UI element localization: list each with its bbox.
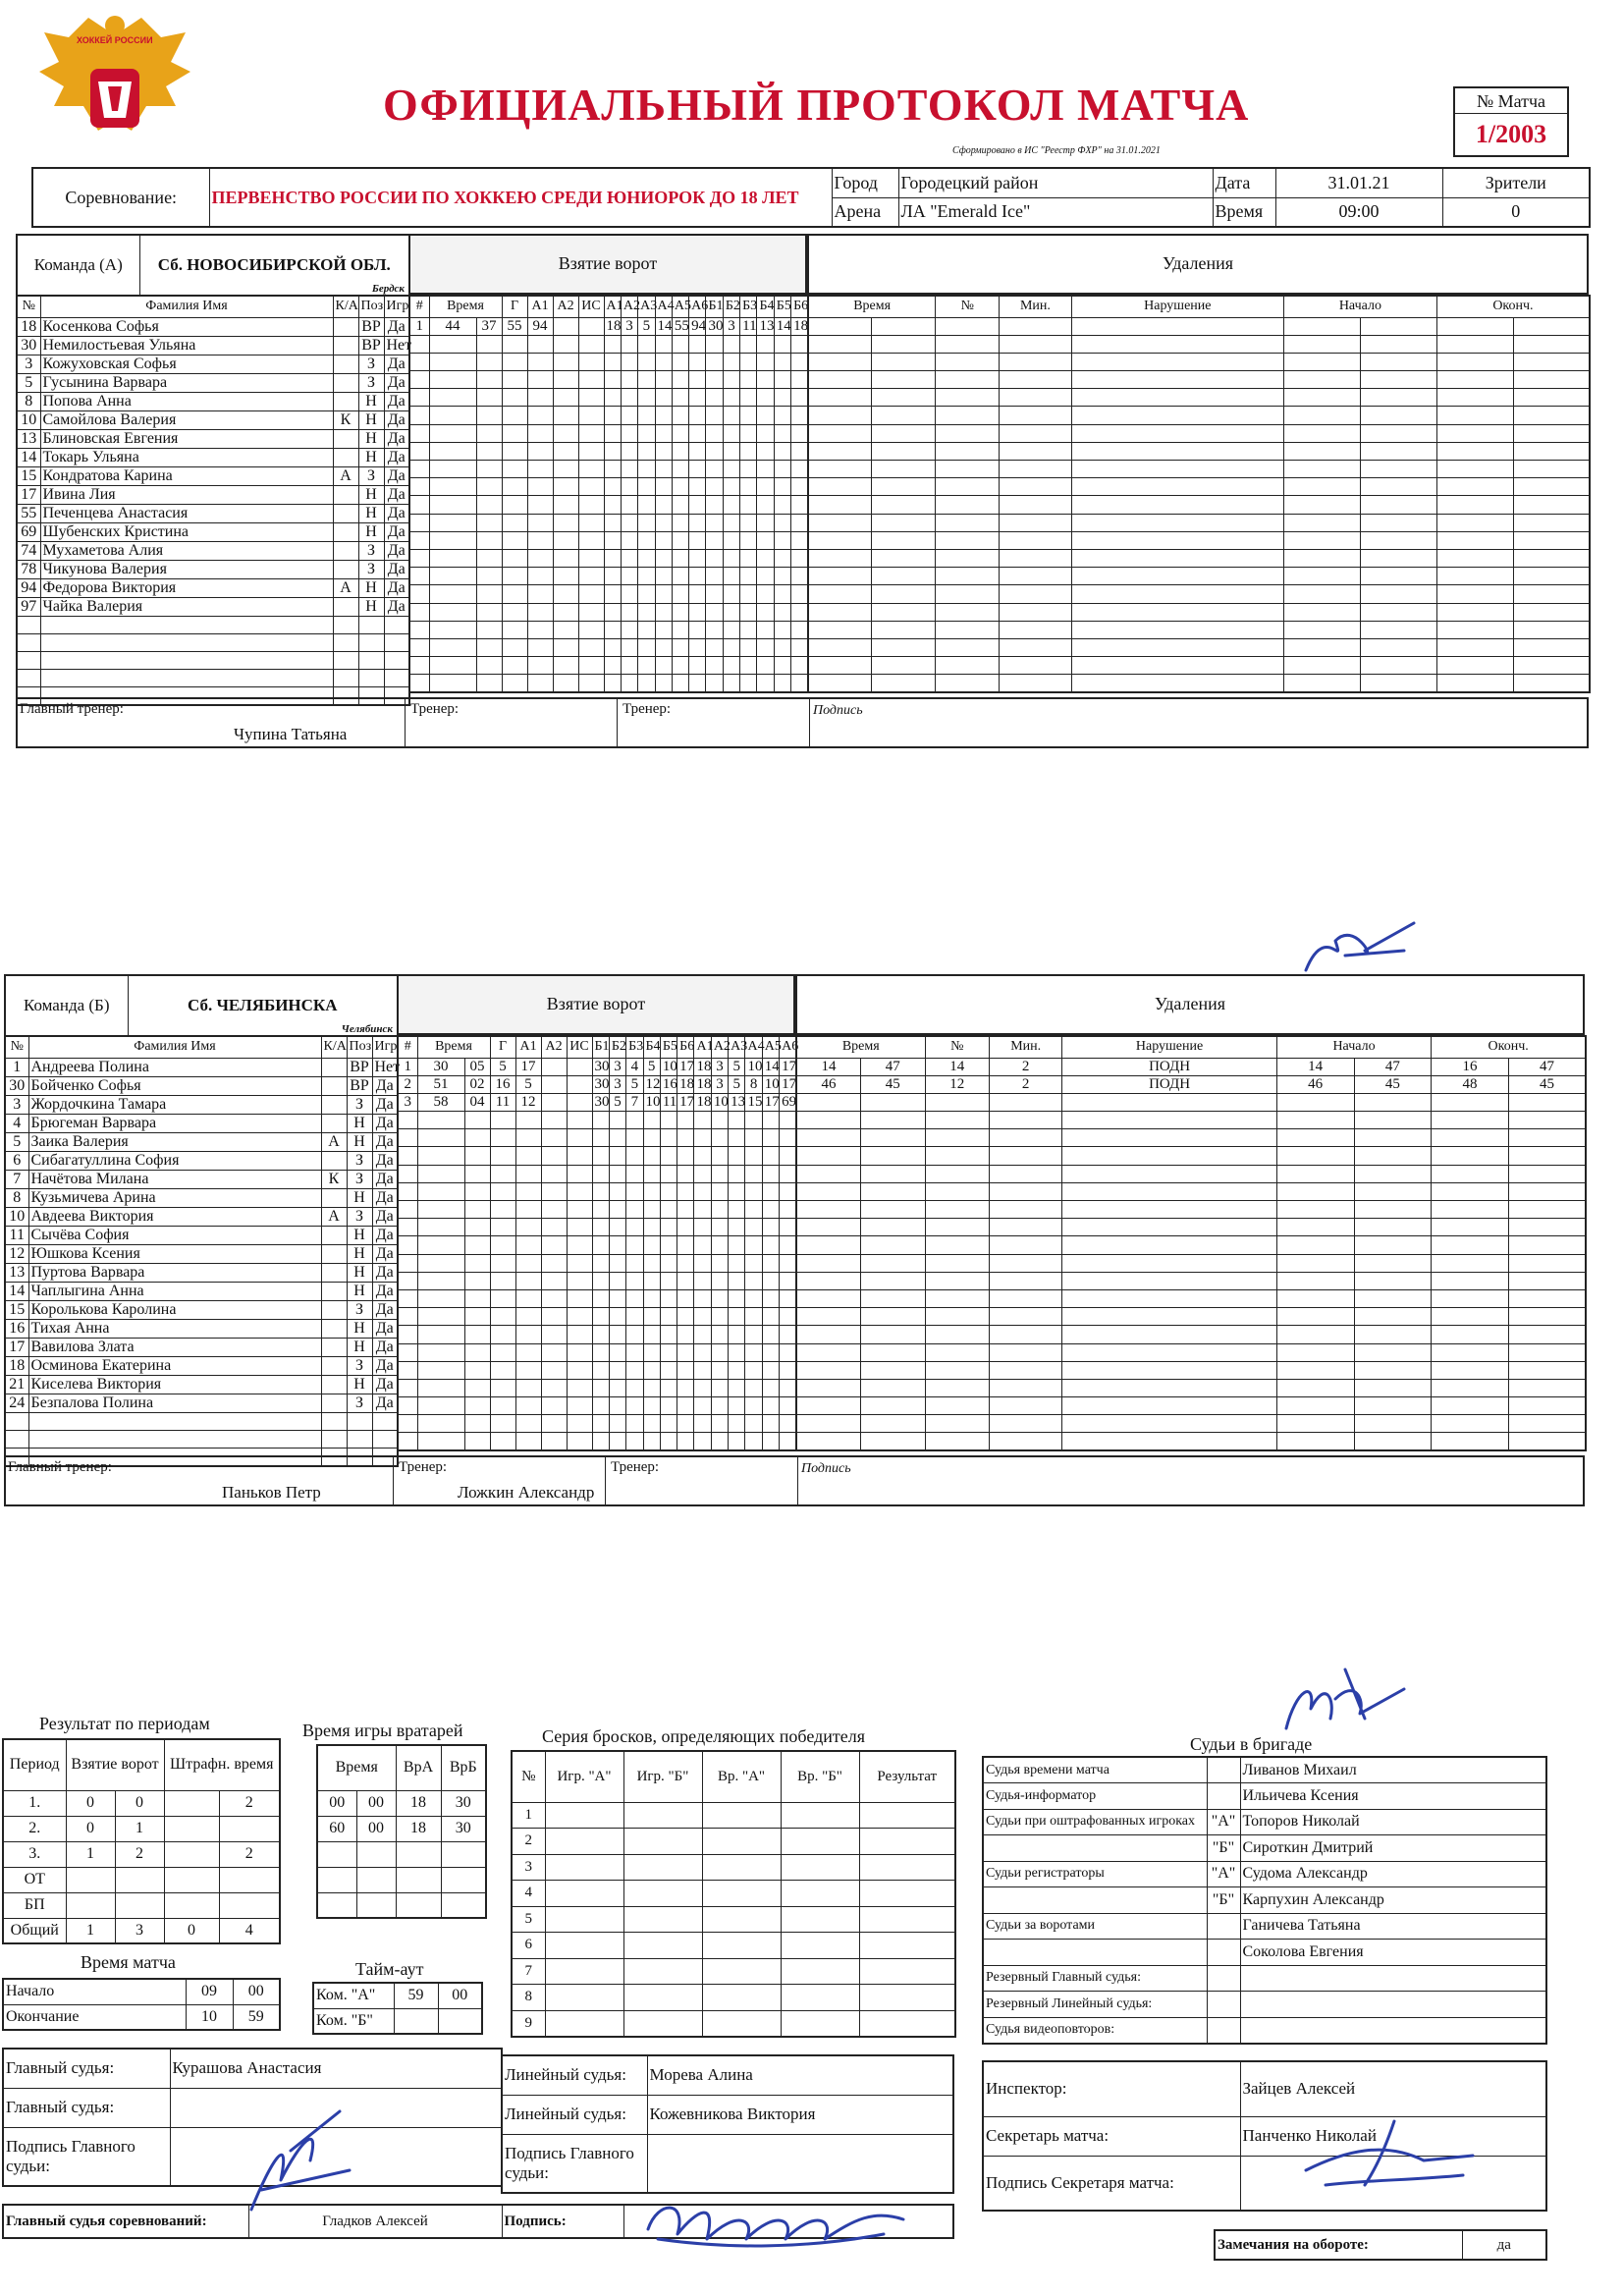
end-h: 10 (186, 2004, 233, 2030)
goal-row (398, 1147, 796, 1165)
player-row (17, 616, 409, 633)
timeout-a-s: 00 (438, 1983, 482, 2008)
comp-sign-label: Подпись: (502, 2205, 623, 2238)
shootout-row: 4 (512, 1881, 955, 1907)
ref-row: "Б" Карпухин Александр (983, 1887, 1546, 1914)
player-row: 3 Кожуховская Софья З Да (17, 355, 409, 373)
player-row: 10 Авдеева Виктория А З Да (5, 1207, 398, 1226)
ref-row: "Б" Сироткин Дмитрий (983, 1835, 1546, 1862)
date: 31.01.21 (1275, 168, 1442, 197)
goal-row (398, 1201, 796, 1219)
chief-1: Курашова Анастасия (170, 2049, 502, 2088)
subtitle: Сформировано в ИС "Реестр ФХР" на 31.01.2021 (952, 145, 1161, 156)
goalie-title: Время игры вратарей (302, 1721, 463, 1740)
pen-title: Удаления (807, 234, 1589, 295)
secretary-label: Секретарь матча: (983, 2116, 1240, 2156)
player-row: 10 Самойлова Валерия К Н Да (17, 410, 409, 429)
goal-row (409, 568, 808, 585)
player-row: 18 Косенкова Софья ВР Да (17, 317, 409, 336)
goalie-row (317, 1841, 486, 1867)
time-label: Время (1213, 197, 1275, 227)
goal-row (409, 353, 808, 370)
shootout-row: 6 (512, 1933, 955, 1959)
goal-row (398, 1343, 796, 1361)
penalty-row: 46 45 12 2 ПОДН 46 45 48 45 (796, 1075, 1586, 1093)
goal-row (398, 1397, 796, 1415)
goal-row (409, 371, 808, 389)
trainer: Ложкин Александр (458, 1483, 595, 1503)
period-pen-header: Штрафн. время (164, 1739, 280, 1790)
line-label-2: Линейный судья: (502, 2095, 647, 2134)
player-row: 13 Пуртова Варвара Н Да (5, 1263, 398, 1282)
roster-table: № Фамилия Имя К/А Поз Игр 1 Андреева Полина ВР Нет 30 Бойченко Софья ВР Да 3 Жордочкина Тамара З Да 4 Брюгеман Варвара Н Да 5 Заика Валерия А Н Да 6 Сибагатуллина София З Да 7 Начётова Милана К З Да 8 Кузьмичева Арина Н Да 10 Авдеева Виктория А З Да 11 Сычёва София Н Да 12 Юшкова Ксения Н Да 13 Пуртова Варвара Н Да 14 Чаплыгина Анна Н Да 15 Королькова Каролина З Да 16 Тихая Анна Н Да 17 Вавилова Злата Н Да 18 Осминова Екатерина З Да 21 Киселева Виктория Н Да 24 Безпалова Полина З Да (4, 1035, 399, 1467)
player-row: 8 Попова Анна Н Да (17, 392, 409, 410)
goal-row: 3 58 04 11 12 30 5 7 10 11 17 18 10 13 15 17 69 (398, 1093, 796, 1111)
arena: ЛА "Emerald Ice" (898, 197, 1213, 227)
player-row: 24 Безпалова Полина З Да (5, 1394, 398, 1412)
penalty-row (796, 1361, 1586, 1379)
start-label: Начало (3, 1979, 186, 2004)
periods-table (2, 1738, 281, 1944)
player-row: 8 Кузьмичева Арина Н Да (5, 1188, 398, 1207)
sign-secretary-label: Подпись Секретаря матча: (983, 2156, 1240, 2211)
penalty-row (796, 1415, 1586, 1433)
goal-row (398, 1254, 796, 1272)
player-row: 94 Федорова Виктория А Н Да (17, 578, 409, 597)
penalty-row (808, 603, 1590, 621)
end-label: Окончание (3, 2004, 186, 2030)
goal-row (398, 1182, 796, 1200)
goal-row (409, 621, 808, 638)
ref-row: Соколова Евгения (983, 1940, 1546, 1966)
player-row: 13 Блиновская Евгения Н Да (17, 429, 409, 448)
penalty-row (808, 461, 1590, 478)
period-row: 3. 1 2 2 (3, 1841, 280, 1867)
player-row (17, 633, 409, 651)
signature-b-icon (1276, 1660, 1414, 1738)
match-label: № Матча (1455, 88, 1567, 114)
team-b-section (4, 974, 1585, 1722)
penalty-row (808, 442, 1590, 460)
player-row: 11 Сычёва София Н Да (5, 1226, 398, 1244)
timeout-a-m: 59 (394, 1983, 438, 2008)
signature-secretary-icon (1286, 2111, 1483, 2200)
shootout-row: 1 (512, 1802, 955, 1829)
timeout-title: Тайм-аут (355, 1959, 424, 1979)
penalty-row (796, 1182, 1586, 1200)
penalty-row (796, 1326, 1586, 1343)
player-row: 5 Гусынина Варвара З Да (17, 373, 409, 392)
goal-row (409, 657, 808, 675)
player-row (5, 1412, 398, 1430)
shootout-row: 3 (512, 1854, 955, 1881)
goal-row (398, 1361, 796, 1379)
competition-label: Соревнование: (32, 168, 209, 227)
penalty-row (808, 335, 1590, 353)
goalie-row (317, 1892, 486, 1918)
penalty-row (796, 1433, 1586, 1450)
ref-row: Судьи за воротами Ганичева Татьяна (983, 1913, 1546, 1940)
penalties-table: Время № Мин. Нарушение Начало Оконч. (807, 295, 1591, 693)
date-label: Дата (1213, 168, 1275, 197)
player-row: 1 Андреева Полина ВР Нет (5, 1058, 398, 1076)
goal-row (409, 442, 808, 460)
goal-row (398, 1379, 796, 1396)
start-h: 09 (186, 1979, 233, 2004)
goal-row: 1 44 37 55 94 18 3 5 14 55 94 30 3 11 13 14 18 (409, 317, 808, 335)
penalty-row (808, 568, 1590, 585)
timeout-a-label: Ком. "А" (313, 1983, 394, 2008)
goal-row (409, 531, 808, 549)
team-label: Команда (Б) (5, 975, 128, 1036)
penalty-row (808, 675, 1590, 692)
penalties-table: Время № Мин. Нарушение Начало Оконч. 14 47 14 2 ПОДН 14 47 16 47 46 45 12 2 ПОДН 46 45 48 45 (795, 1035, 1587, 1451)
page-title: ОФИЦИАЛЬНЫЙ ПРОТОКОЛ МАТЧА (383, 80, 1250, 130)
player-row: 21 Киселева Виктория Н Да (5, 1375, 398, 1394)
player-row: 17 Вавилова Злата Н Да (5, 1338, 398, 1356)
penalty-row (808, 585, 1590, 603)
roster-table: № Фамилия Имя К/А Поз Игр 18 Косенкова Софья ВР Да 30 Немилостьевая Ульяна ВР Нет 3 Кожуховская Софья З Да 5 Гусынина Варвара З Да 8 Попова Анна Н Да 10 Самойлова Валерия К Н Да 13 Блиновская Евгения Н Да 14 Токарь Ульяна Н Да 15 Кондратова Карина А З Да 17 Ивина Лия Н Да 55 Печенцева Анастасия Н Да 69 Шубенских Кристина Н Да 74 Мухаметова Алия З Да 78 Чикунова Валерия З Да 94 Федорова Виктория А Н Да 97 Чайка Валерия Н Да (16, 295, 410, 706)
head-coach: Паньков Петр (222, 1483, 321, 1503)
goal-row (409, 461, 808, 478)
penalty-row (796, 1397, 1586, 1415)
penalty-row (808, 371, 1590, 389)
line-label: Линейный судья: (502, 2055, 647, 2095)
player-row: 30 Немилостьевая Ульяна ВР Нет (17, 336, 409, 355)
penalty-row (808, 531, 1590, 549)
ref-row: Резервный Главный судья: (983, 1965, 1546, 1992)
penalty-row (808, 638, 1590, 656)
goal-row (398, 1272, 796, 1289)
goal-row (409, 675, 808, 692)
shootout-row: 9 (512, 2010, 955, 2037)
goals-table: # Время Г А1 А2 ИС Б1 Б2 Б3 Б4 Б5 Б6 А1 А2 А3 А4 А5 А6 1 30 05 5 17 30 3 4 5 10 17 18 3 5 10 14 17 2 51 02 16 5 30 3 5 12 16 18 18 3 5 8 10 17 3 58 04 11 12 30 5 7 10 11 17 18 10 13 15 17 69 (397, 1035, 797, 1451)
player-row: 14 Чаплыгина Анна Н Да (5, 1282, 398, 1300)
penalty-row (796, 1272, 1586, 1289)
matchtime-title: Время матча (81, 1952, 176, 1972)
player-row (17, 670, 409, 687)
player-row: 15 Кондратова Карина А З Да (17, 466, 409, 485)
team-a-section (16, 234, 1589, 968)
logo-text: ХОККЕЙ РОССИИ (77, 35, 153, 45)
arena-label: Арена (832, 197, 898, 227)
spectators-label: Зрители (1442, 168, 1590, 197)
time: 09:00 (1275, 197, 1442, 227)
goals-table: # Время Г А1 А2 ИС А1 А2 А3 А4 А5 А6 Б1 Б2 Б3 Б4 Б5 Б6 1 44 37 55 94 18 3 5 14 55 94 30 3 11 13 14 18 (408, 295, 809, 693)
penalty-row (796, 1343, 1586, 1361)
shootout-title: Серия бросков, определяющих победителя (542, 1726, 866, 1746)
ref-row: Судьи регистраторы "А" Судома Александр (983, 1861, 1546, 1887)
penalty-row (796, 1147, 1586, 1165)
chief-label-2: Главный судья: (3, 2088, 170, 2127)
shootout-row: 7 (512, 1958, 955, 1985)
penalty-row (796, 1201, 1586, 1219)
remarks: да (1462, 2230, 1546, 2260)
shootout-row: 5 (512, 1906, 955, 1933)
city-label: Город (832, 168, 898, 197)
goal-row (398, 1433, 796, 1450)
line-2: Кожевникова Виктория (647, 2095, 953, 2134)
chief-label: Главный судья: (3, 2049, 170, 2088)
team-city: Челябинск (341, 1023, 393, 1035)
goal-row (398, 1289, 796, 1307)
player-row: 97 Чайка Валерия Н Да (17, 597, 409, 616)
penalty-row (796, 1112, 1586, 1129)
shootout-table: № Игр. "А" Игр. "Б" Вр. "А" Вр. "Б" Результат 1 2 3 4 5 6 7 8 9 (511, 1750, 956, 2038)
inspector-label: Инспектор: (983, 2061, 1240, 2116)
comp-chief: Гладков Алексей (248, 2205, 502, 2238)
line-ref-table (501, 2054, 954, 2194)
penalty-row (808, 424, 1590, 442)
player-row: 6 Сибагатуллина София З Да (5, 1151, 398, 1170)
goal-row (409, 585, 808, 603)
player-row: 5 Заика Валерия А Н Да (5, 1132, 398, 1151)
signature-chief-icon (232, 2102, 359, 2219)
goal-row (398, 1129, 796, 1147)
goal-row (409, 603, 808, 621)
goal-row (398, 1165, 796, 1182)
head-coach: Чупина Татьяна (234, 725, 348, 744)
goals-title: Взятие ворот (397, 974, 795, 1035)
player-row: 16 Тихая Анна Н Да (5, 1319, 398, 1338)
ref-row: Судья видеоповторов: (983, 2017, 1546, 2044)
penalty-row (808, 657, 1590, 675)
penalty-row (808, 514, 1590, 531)
refs-title: Судьи в бригаде (1190, 1734, 1313, 1754)
team-city: Бердск (371, 283, 405, 295)
player-row: 69 Шубенских Кристина Н Да (17, 522, 409, 541)
inspector: Зайцев Алексей (1240, 2061, 1546, 2116)
timeout-table (312, 1982, 483, 2035)
player-row: 12 Юшкова Ксения Н Да (5, 1244, 398, 1263)
spectators: 0 (1442, 197, 1590, 227)
city: Городецкий район (898, 168, 1213, 197)
ref-row: Судья-информатор Ильичева Ксения (983, 1783, 1546, 1810)
penalty-row (796, 1219, 1586, 1236)
penalty-row (808, 317, 1590, 335)
match-number: 1/2003 (1475, 120, 1547, 148)
goalie-row: 60 00 18 30 (317, 1816, 486, 1841)
sign-chief-label-2: Подпись Главного судьи: (502, 2134, 647, 2193)
info-table (31, 167, 1591, 228)
period-row: ОТ (3, 1867, 280, 1892)
refs-table (982, 1756, 1547, 2045)
timeout-b-label: Ком. "Б" (313, 2008, 394, 2034)
goal-row (398, 1236, 796, 1254)
penalty-row (796, 1289, 1586, 1307)
player-row (5, 1430, 398, 1448)
team-label: Команда (А) (17, 235, 139, 296)
remarks-label: Замечания на обороте: (1215, 2230, 1462, 2260)
team-name: Сб. НОВОСИБИРСКОЙ ОБЛ. Бердск (139, 235, 409, 296)
logo (29, 8, 201, 175)
player-row: 15 Королькова Каролина З Да (5, 1300, 398, 1319)
signature-a-icon (1296, 911, 1424, 982)
goal-row (409, 549, 808, 567)
period-goals-header: Взятие ворот (66, 1739, 164, 1790)
signature-comp-icon (628, 2180, 923, 2259)
matchtime-table (2, 1978, 281, 2031)
player-row: 3 Жордочкина Тамара З Да (5, 1095, 398, 1114)
goalie-a-header: ВрА (396, 1745, 441, 1790)
player-row: 78 Чикунова Валерия З Да (17, 560, 409, 578)
goalie-b-header: ВрБ (441, 1745, 486, 1790)
player-row: 74 Мухаметова Алия З Да (17, 541, 409, 560)
player-row: 18 Осминова Екатерина З Да (5, 1356, 398, 1375)
penalty-row (796, 1129, 1586, 1147)
goal-row (398, 1415, 796, 1433)
coach-bar: Главный тренер: Чупина Татьяна Тренер: Тренер: Подпись (16, 697, 1589, 748)
eagle-logo-icon (29, 8, 201, 175)
team-name: Сб. ЧЕЛЯБИНСКА Челябинск (128, 975, 398, 1036)
goal-row: 2 51 02 16 5 30 3 5 12 16 18 18 3 5 8 10 17 (398, 1075, 796, 1093)
goal-row (398, 1219, 796, 1236)
pen-title: Удаления (795, 974, 1585, 1035)
match-number-box (1453, 86, 1569, 157)
penalty-row (796, 1236, 1586, 1254)
penalty-row (808, 549, 1590, 567)
secretary: Панченко Николай (1240, 2116, 1546, 2156)
player-row: 14 Токарь Ульяна Н Да (17, 448, 409, 466)
goal-row (409, 496, 808, 514)
shootout-row: 8 (512, 1985, 955, 2011)
penalty-row (808, 407, 1590, 424)
goalie-time-header: Время (317, 1745, 396, 1790)
penalty-row (808, 621, 1590, 638)
ref-row: Резервный Линейный судья: (983, 1992, 1546, 2018)
period-row: 2. 0 1 (3, 1816, 280, 1841)
goal-row (409, 407, 808, 424)
goals-title: Взятие ворот (408, 234, 807, 295)
penalty-row: 14 47 14 2 ПОДН 14 47 16 47 (796, 1058, 1586, 1075)
player-row: 7 Начётова Милана К З Да (5, 1170, 398, 1188)
player-row (17, 651, 409, 669)
penalty-row (796, 1308, 1586, 1326)
competition: ПЕРВЕНСТВО РОССИИ ПО ХОККЕЮ СРЕДИ ЮНИОРОК ДО 18 ЛЕТ (209, 168, 832, 227)
player-row: 30 Бойченко Софья ВР Да (5, 1076, 398, 1095)
period-row: БП (3, 1892, 280, 1918)
period-header: Период (3, 1739, 66, 1790)
penalty-row (796, 1254, 1586, 1272)
periods-title: Результат по периодам (39, 1714, 210, 1733)
goal-row (398, 1308, 796, 1326)
sign-chief-label: Подпись Главного судьи: (3, 2127, 170, 2186)
remarks-table (1214, 2229, 1547, 2261)
penalty-row (808, 496, 1590, 514)
penalty-row (796, 1165, 1586, 1182)
goal-row (409, 424, 808, 442)
goal-row: 1 30 05 5 17 30 3 4 5 10 17 18 3 5 10 14 17 (398, 1058, 796, 1075)
player-row: 17 Ивина Лия Н Да (17, 485, 409, 504)
player-row: 4 Брюгеман Варвара Н Да (5, 1114, 398, 1132)
penalty-row (808, 353, 1590, 370)
start-m: 00 (233, 1979, 280, 2004)
goal-row (409, 389, 808, 407)
goal-row (409, 478, 808, 496)
ref-row: Судьи при оштрафованных игроках "А" Топоров Николай (983, 1809, 1546, 1835)
goal-row (398, 1112, 796, 1129)
player-row: 55 Печенцева Анастасия Н Да (17, 504, 409, 522)
line-1: Морева Алина (647, 2055, 953, 2095)
goal-row (398, 1326, 796, 1343)
period-row: Общий 1 3 0 4 (3, 1918, 280, 1943)
penalty-row (796, 1093, 1586, 1111)
goalie-table (316, 1744, 487, 1919)
shootout-row: 2 (512, 1829, 955, 1855)
coach-bar: Главный тренер: Паньков Петр Тренер: Ложкин Александр Тренер: Подпись (4, 1455, 1585, 1506)
goalie-row (317, 1867, 486, 1892)
end-m: 59 (233, 2004, 280, 2030)
penalty-row (808, 389, 1590, 407)
goal-row (409, 335, 808, 353)
goal-row (409, 514, 808, 531)
penalty-row (796, 1379, 1586, 1396)
comp-chief-label: Главный судья соревнований: (3, 2205, 248, 2238)
goalie-row: 00 00 18 30 (317, 1790, 486, 1816)
goal-row (409, 638, 808, 656)
period-row: 1. 0 0 2 (3, 1790, 280, 1816)
ref-row: Судья времени матча Ливанов Михаил (983, 1757, 1546, 1783)
penalty-row (808, 478, 1590, 496)
